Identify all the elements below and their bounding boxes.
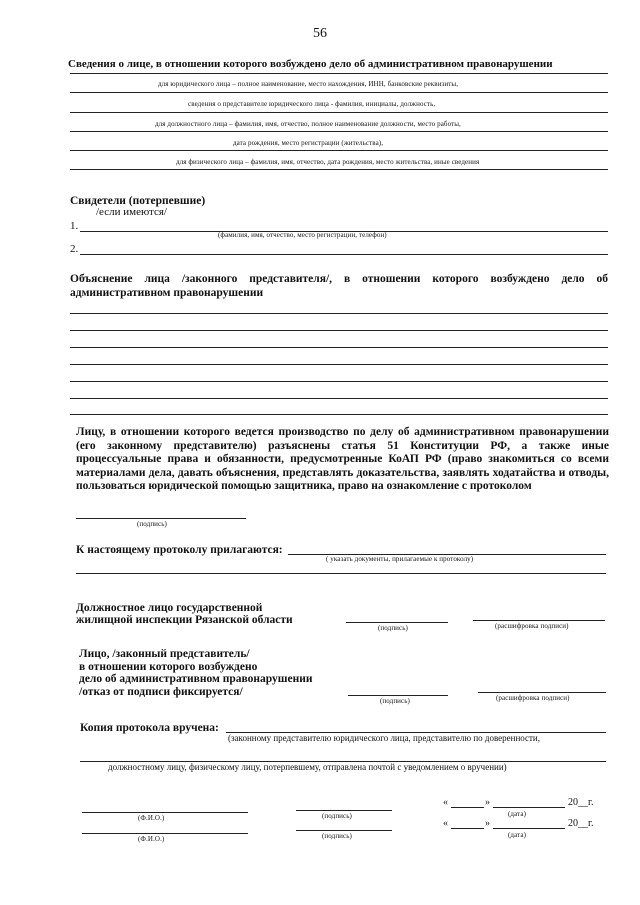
date-caption-1: (дата)	[508, 810, 527, 818]
offender-caption-4: дата рождения, место регистрации (жительства),	[233, 139, 384, 147]
rights-text: Лицу, в отношении которого ведется производство по делу об административном правонарушении (его законному представителю) разъяснены статья 51 Конституции РФ, а также иные процессуальные права и обязанности, предусмотренные КоАП РФ (право знакомиться со всеми материалами дела, давать объяснения, представлять доказательства, заявлять ходатайства и отводы, пользоваться юридической помощью защитника, право на ознакомление с протоколом	[76, 426, 609, 492]
offender-caption-1: для юридического лица – полное наименование, место нахождения, ИНН, банковские реквизиты,	[158, 80, 459, 88]
official-signature-caption: (подпись)	[378, 624, 408, 632]
date-caption-2: (дата)	[508, 831, 527, 839]
official-label-line-2: жилищной инспекции Рязанской области	[76, 614, 293, 626]
fio-line-2[interactable]	[82, 833, 248, 834]
offender-field-line-2[interactable]	[70, 92, 608, 93]
official-decode-caption: (расшифровка подписи)	[495, 622, 569, 630]
date-day-line-1[interactable]	[451, 807, 484, 808]
explanation-line-2[interactable]	[70, 330, 608, 331]
date-year-2: 20__г.	[568, 818, 594, 829]
witnesses-subtitle: /если имеются/	[96, 206, 167, 218]
offender-caption-5: для физического лица – фамилия, имя, отчество, дата рождения, место жительства, иные сведения	[176, 158, 480, 166]
person-label-line-4: /отказ от подписи фиксируется/	[79, 686, 243, 698]
explanation-line-5[interactable]	[70, 381, 608, 382]
attachments-label: К настоящему протоколу прилагаются:	[76, 544, 283, 556]
attachments-field-line-2[interactable]	[76, 573, 606, 574]
fio-caption-2: (Ф.И.О.)	[138, 835, 165, 843]
official-decode-line[interactable]	[473, 620, 605, 621]
attachments-caption: ( указать документы, прилагаемые к протоколу)	[326, 555, 474, 563]
date-close-quote-2: »	[485, 818, 490, 829]
fio-caption-1: (Ф.И.О.)	[138, 814, 165, 822]
date-month-line-1[interactable]	[493, 807, 565, 808]
explanation-line-6[interactable]	[70, 398, 608, 399]
date-open-quote-1: «	[443, 797, 448, 808]
sign-caption-1: (подпись)	[322, 812, 352, 820]
copy-caption-2: должностному лицу, физическому лицу, потерпевшему, отправлена почтой с уведомлением о вручении)	[108, 762, 507, 772]
rights-signature-caption: (подпись)	[137, 520, 167, 528]
official-label-line-1: Должностное лицо государственной	[76, 602, 263, 614]
date-open-quote-2: «	[443, 818, 448, 829]
copy-label: Копия протокола вручена:	[80, 722, 219, 734]
offender-field-line-1[interactable]	[70, 73, 608, 74]
date-year-1: 20__г.	[568, 797, 594, 808]
explanation-title: Объяснение лица /законного представителя/, в отношении которого возбуждено дело об административном правонарушении	[70, 273, 608, 299]
fio-line-1[interactable]	[82, 812, 248, 813]
explanation-line-7[interactable]	[70, 414, 608, 415]
offender-field-line-4[interactable]	[70, 131, 608, 132]
copy-caption-1: (законному представителю юридического лица, представителю по доверенности,	[228, 733, 541, 743]
person-decode-line[interactable]	[478, 692, 606, 693]
offender-field-line-3[interactable]	[70, 112, 608, 113]
offender-caption-2: сведения о представителе юридического лица - фамилия, инициалы, должность,	[188, 100, 436, 108]
witnesses-caption: (фамилия, имя, отчество, место регистрации, телефон)	[218, 231, 387, 239]
explanation-line-3[interactable]	[70, 347, 608, 348]
offender-field-line-5[interactable]	[70, 150, 608, 151]
date-day-line-2[interactable]	[451, 828, 484, 829]
explanation-line-4[interactable]	[70, 364, 608, 365]
person-signature-line[interactable]	[348, 695, 448, 696]
person-label-line-1: Лицо, /законный представитель/	[79, 648, 250, 660]
person-label-line-3: дело об административном правонарушении	[79, 673, 313, 685]
sign-caption-2: (подпись)	[322, 832, 352, 840]
witnesses-title: Свидетели (потерпевшие)	[70, 195, 206, 207]
explanation-line-1[interactable]	[70, 313, 608, 314]
offender-field-line-6[interactable]	[70, 169, 608, 170]
date-close-quote-1: »	[485, 797, 490, 808]
witness-field-line-2[interactable]	[80, 254, 608, 255]
sign-line-2[interactable]	[296, 830, 392, 831]
page-number: 56	[313, 26, 327, 41]
person-decode-caption: (расшифровка подписи)	[496, 694, 570, 702]
person-signature-caption: (подпись)	[380, 697, 410, 705]
offender-section-title: Сведения о лице, в отношении которого возбуждено дело об административном правонарушении	[68, 58, 553, 70]
date-month-line-2[interactable]	[493, 828, 565, 829]
witness-number-1: 1.	[70, 220, 79, 232]
sign-line-1[interactable]	[296, 810, 392, 811]
official-signature-line[interactable]	[346, 622, 448, 623]
offender-caption-3: для должностного лица – фамилия, имя, отчество, полное наименование должности, место работы,	[155, 120, 461, 128]
witness-number-2: 2.	[70, 243, 79, 255]
person-label-line-2: в отношении которого возбуждено	[79, 661, 258, 673]
rights-signature-line[interactable]	[76, 518, 246, 519]
